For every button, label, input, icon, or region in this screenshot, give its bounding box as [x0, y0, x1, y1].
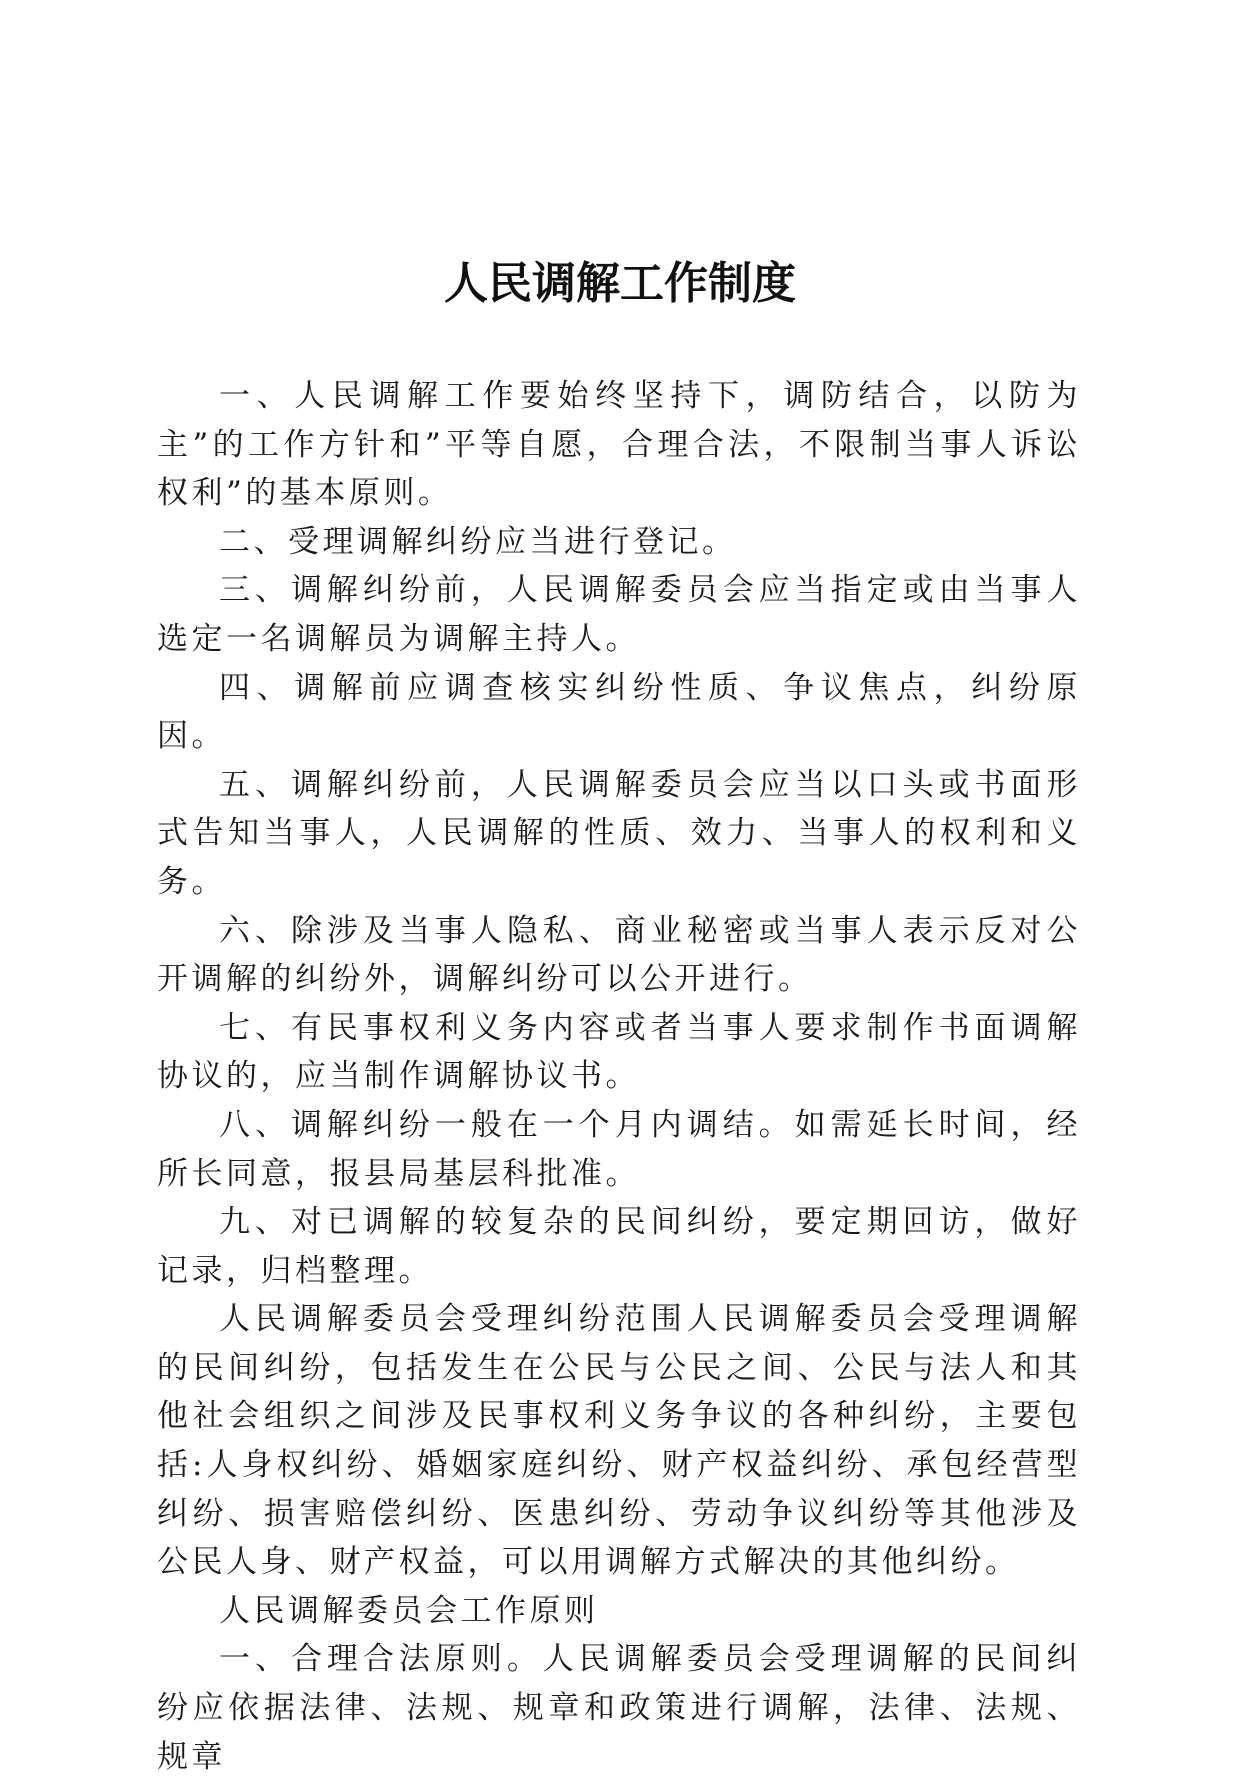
paragraph-4: 四、调解前应调查核实纠纷性质、争议焦点，纠纷原因。 [157, 669, 1081, 755]
document-body [157, 372, 1081, 1781]
paragraph-scope: 人民调解委员会受理纠纷范围人民调解委员会受理调解的民间纠纷，包括发生在公民与公民之间、公民与法人和其他社会组织之间涉及民事权利义务争议的各种纠纷，主要包括:人身权纠纷、婚姻家庭纠纷、财产权益纠纷、承包经营型纠纷、损害赔偿纠纷、医患纠纷、劳动争议纠纷等其他涉及公民人身、财产权益，可以用调解方式解决的其他纠纷。 [157, 1301, 1081, 1581]
paragraph-1: 一、人民调解工作要始终坚持下，调防结合，以防为主”的工作方针和”平等自愿，合理合法，不限制当事人诉讼权利”的基本原则。 [157, 378, 1081, 512]
section-heading-principles: 人民调解委员会工作原则 [219, 1592, 599, 1629]
paragraph-3: 三、调解纠纷前，人民调解委员会应当指定或由当事人选定一名调解员为调解主持人。 [157, 572, 1081, 657]
paragraph-8: 八、调解纠纷一般在一个月内调结。如需延长时间，经所长同意，报县局基层科批准。 [157, 1106, 1081, 1192]
paragraph-7: 七、有民事权利义务内容或者当事人要求制作书面调解协议的，应当制作调解协议书。 [157, 1009, 1081, 1095]
paragraph-principle-1: 一、合理合法原则。人民调解委员会受理调解的民间纠纷应依据法律、法规、规章和政策进行调解，法律、法规、规章 [157, 1641, 1081, 1775]
paragraph-2: 二、受理调解纠纷应当进行登记。 [219, 523, 737, 560]
paragraph-9: 九、对已调解的较复杂的民间纠纷，要定期回访，做好记录，归档整理。 [157, 1204, 1081, 1289]
document-title: 人民调解工作制度 [444, 258, 796, 309]
paragraph-5: 五、调解纠纷前，人民调解委员会应当以口头或书面形式告知当事人，人民调解的性质、效力、当事人的权利和义务。 [157, 766, 1081, 900]
paragraph-6: 六、除涉及当事人隐私、商业秘密或当事人表示反对公开调解的纠纷外，调解纠纷可以公开进行。 [157, 912, 1081, 998]
